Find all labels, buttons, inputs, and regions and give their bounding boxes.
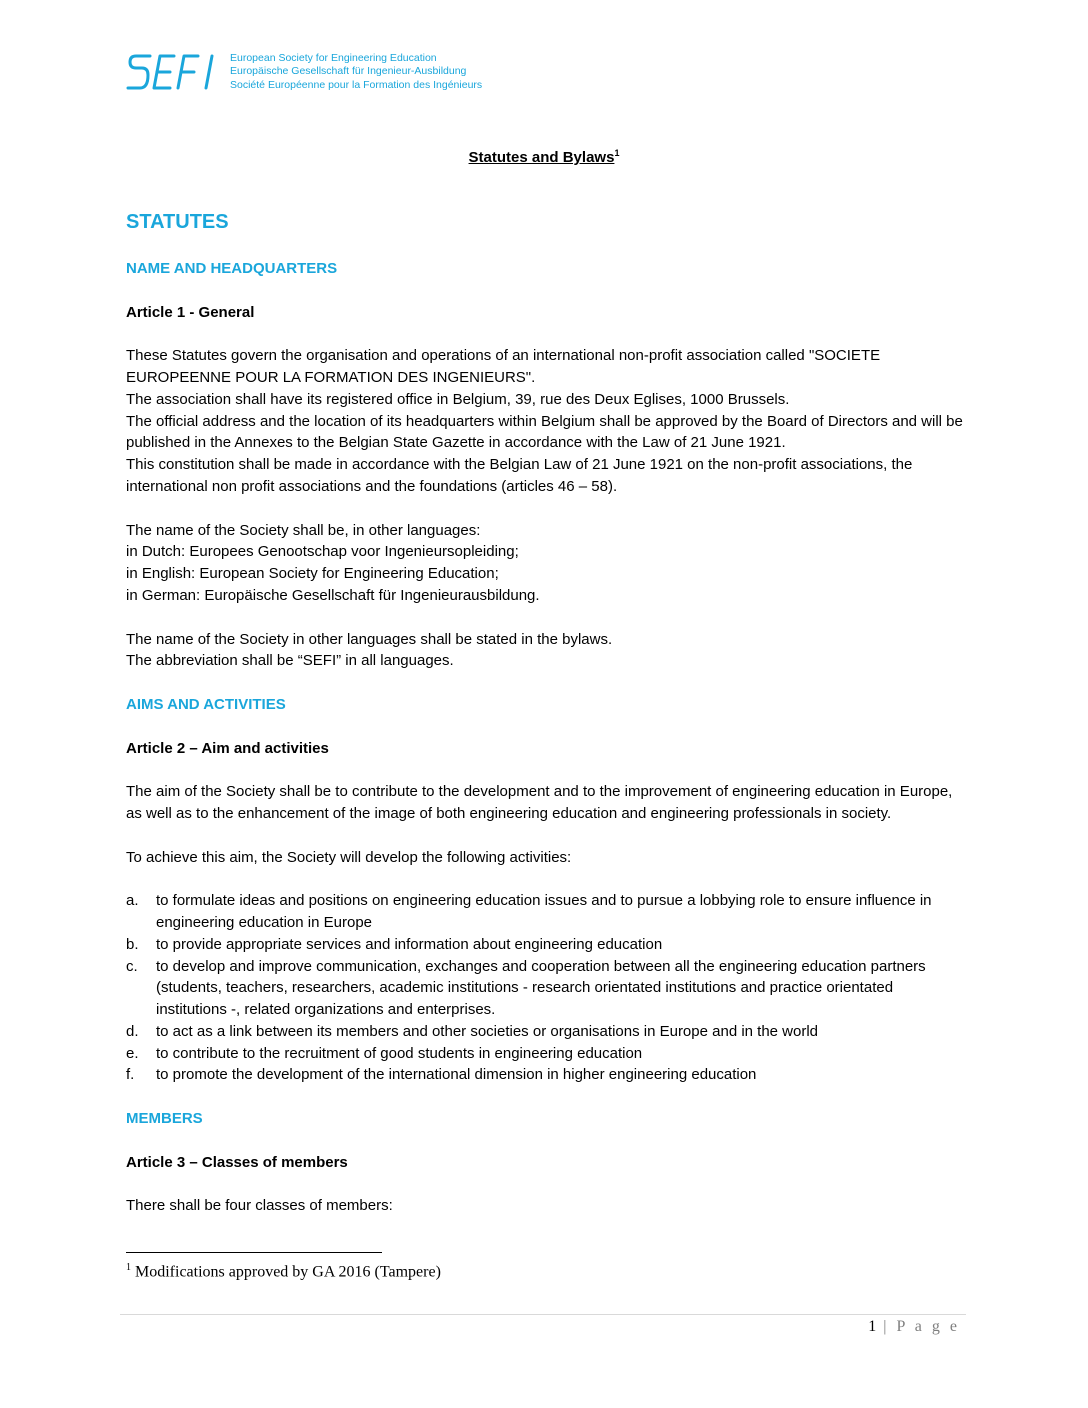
logo-text	[230, 52, 482, 93]
text-line: The name of the Society shall be, in other languages:	[126, 521, 481, 539]
text-line: in English: European Society for Engineering Education;	[126, 565, 499, 583]
footnote-text: Modifications approved by GA 2016 (Tampere)	[131, 1263, 441, 1281]
statutes-heading: STATUTES	[126, 211, 229, 233]
section-heading-name-hq: NAME AND HEADQUARTERS	[126, 260, 338, 277]
article-2-paragraph-2: To achieve this aim, the Society will develop the following activities:	[126, 848, 572, 866]
list-item	[126, 1043, 966, 1065]
list-item	[126, 956, 966, 1021]
article-1-paragraph-3	[126, 629, 966, 673]
section-heading-aims: AIMS AND ACTIVITIES	[126, 695, 286, 713]
list-item	[126, 1021, 966, 1043]
article-1-paragraph-1	[126, 345, 966, 498]
footnote	[126, 1262, 441, 1281]
list-marker: f.	[126, 1066, 135, 1084]
text-line: The association shall have its registered office in Belgium, 39, rue des Deux Eglises, 1000 Brussels.	[126, 390, 790, 408]
list-marker: c.	[126, 957, 138, 975]
list-item-text: to promote the development of the international dimension in higher engineering education	[156, 1066, 757, 1084]
sefi-logo-mark-icon	[126, 50, 222, 94]
page-number-separator: |	[876, 1318, 897, 1335]
document-title	[0, 148, 1088, 166]
logo-line-en: European Society for Engineering Education	[230, 51, 437, 64]
text-line: These Statutes govern the organisation and operations of an international non-profit association called "SOCIETE EUROPEENNE POUR LA FORMATION DES INGENIEURS".	[126, 347, 881, 386]
footer-divider	[120, 1314, 966, 1315]
text-line: in Dutch: Europees Genootschap voor Ingenieursopleiding;	[126, 543, 519, 561]
article-1-heading: Article 1 - General	[126, 303, 255, 321]
text-line: The abbreviation shall be “SEFI” in all languages.	[126, 652, 454, 670]
logo-line-fr: Société Européenne pour la Formation des Ingénieurs	[230, 78, 483, 91]
page-number	[868, 1318, 960, 1336]
document-title-text: Statutes and Bylaws	[468, 149, 615, 166]
sefi-logo	[126, 50, 482, 94]
article-2-paragraph-1: The aim of the Society shall be to contribute to the development and to the improvement of engineering education in Europe, as well as to the enhancement of the image of both engineering education and engineering professionals in society.	[126, 783, 953, 822]
text-line: The official address and the location of its headquarters within Belgium shall be approved by the Board of Directors and will be published in the Annexes to the Belgian State Gazette in accordance with the Law of 21 June 1921.	[126, 412, 963, 452]
list-item-text: to act as a link between its members and other societies or organisations in Europe and in the world	[156, 1022, 819, 1040]
article-3-heading: Article 3 – Classes of members	[126, 1153, 348, 1171]
title-footnote-ref[interactable]: 1	[614, 148, 620, 158]
article-1-paragraph-2	[126, 520, 966, 607]
text-line: This constitution shall be made in accordance with the Belgian Law of 21 June 1921 on the non-profit associations, the international non profit associations and the foundations (articles 46 – 58).	[126, 456, 913, 495]
list-marker: b.	[126, 935, 139, 953]
list-item	[126, 1064, 966, 1086]
list-marker: d.	[126, 1022, 139, 1040]
list-marker: e.	[126, 1044, 139, 1062]
footnote-marker: 1	[126, 1262, 131, 1273]
list-item-text: to contribute to the recruitment of good students in engineering education	[156, 1044, 643, 1062]
list-item-text: to provide appropriate services and information about engineering education	[156, 935, 663, 953]
text-line: The name of the Society in other languages shall be stated in the bylaws.	[126, 630, 613, 648]
list-item	[126, 890, 966, 934]
page-number-value: 1	[868, 1318, 877, 1335]
list-item-text: to formulate ideas and positions on engineering education issues and to pursue a lobbying role to ensure influence in engineering education in Europe	[156, 892, 932, 931]
page-label: P a g e	[896, 1318, 960, 1335]
article-2-heading: Article 2 – Aim and activities	[126, 739, 329, 757]
text-line: in German: Europäische Gesellschaft für Ingenieurausbildung.	[126, 586, 540, 604]
footnote-separator	[126, 1252, 382, 1253]
activities-list	[126, 890, 966, 1086]
list-item	[126, 934, 966, 956]
article-3-paragraph-1: There shall be four classes of members:	[126, 1197, 393, 1215]
logo-line-de: Europäische Gesellschaft für Ingenieur-Ausbildung	[230, 65, 467, 78]
section-heading-members: MEMBERS	[126, 1110, 203, 1128]
list-marker: a.	[126, 892, 139, 910]
list-item-text: to develop and improve communication, exchanges and cooperation between all the engineering education partners (students, teachers, researchers, academic institutions - research orientated institutions and practice orientated institutions -, related organizations and enterprises.	[156, 957, 926, 1019]
document-body	[126, 208, 966, 1239]
